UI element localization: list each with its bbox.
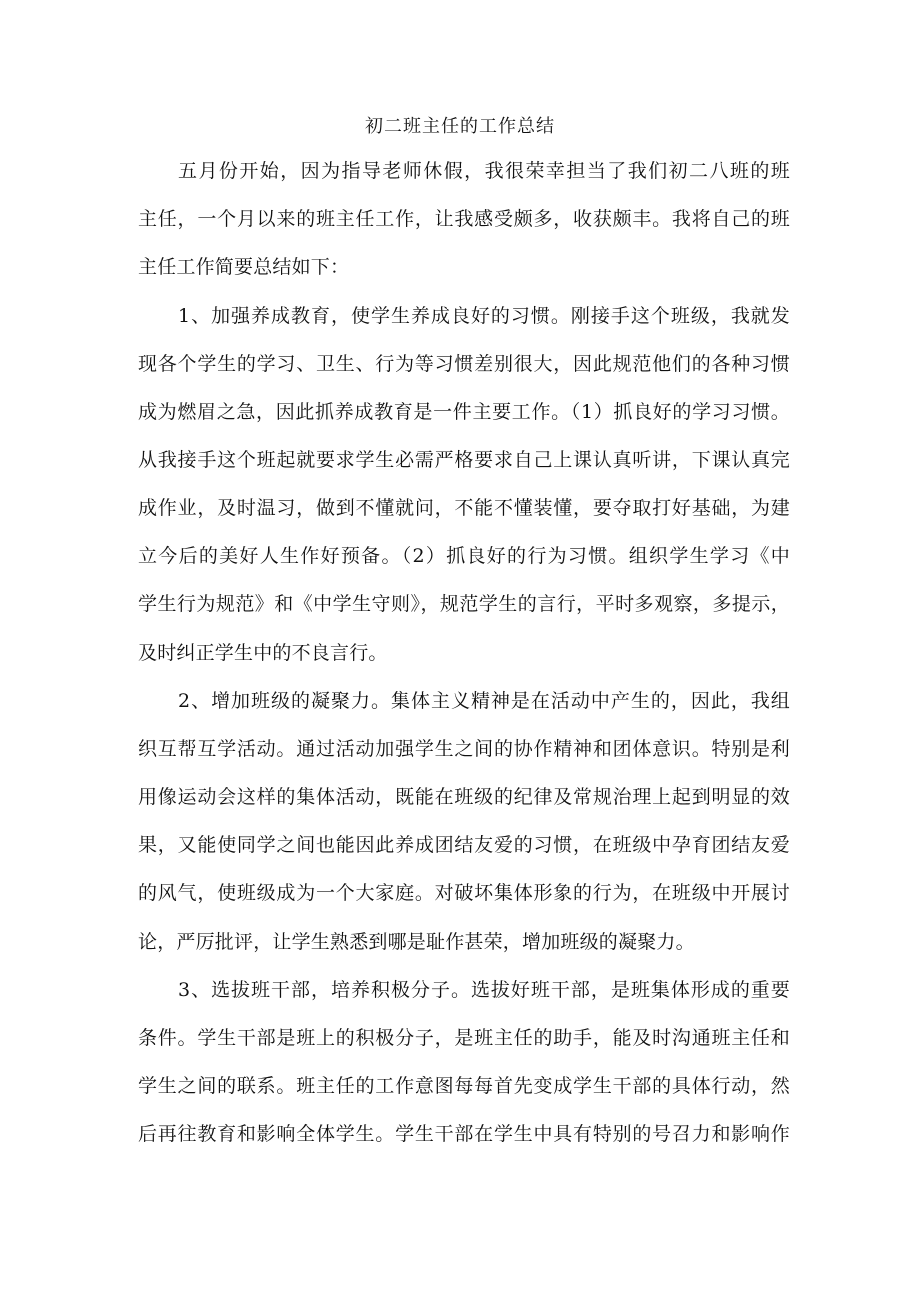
paragraph-line: 论，严厉批评，让学生熟悉到哪是耻作甚荣，增加班级的凝聚力。	[138, 931, 695, 953]
paragraph-line: 学生之间的联系。班主任的工作意图每每首先变成学生干部的具体行动，然	[138, 1075, 790, 1097]
paragraph-line: 现各个学生的学习、卫生、行为等习惯差别很大，因此规范他们的各种习惯	[138, 353, 790, 375]
document-title: 初二班主任的工作总结	[365, 116, 555, 137]
paragraph-line: 学生行为规范》和《中学生守则》，规范学生的言行，平时多观察，多提示，	[138, 593, 790, 615]
paragraph-line: 主任工作简要总结如下：	[138, 256, 350, 278]
paragraph-line: 主任，一个月以来的班主任工作，让我感受颇多，收获颇丰。我将自己的班	[138, 208, 790, 230]
paragraph-line: 2、增加班级的凝聚力。集体主义精神是在活动中产生的，因此，我组	[178, 690, 790, 712]
paragraph-line: 1、加强养成教育，使学生养成良好的习惯。刚接手这个班级，我就发	[178, 305, 790, 327]
paragraph-line: 用像运动会这样的集体活动，既能在班级的纪律及常规治理上起到明显的效	[138, 786, 790, 808]
paragraph-line: 成为燃眉之急，因此抓养成教育是一件主要工作。（1）抓良好的学习习惯。	[138, 401, 790, 423]
paragraph-line: 3、选拔班干部，培养积极分子。选拔好班干部，是班集体形成的重要	[178, 979, 790, 1001]
paragraph-line: 织互帮互学活动。通过活动加强学生之间的协作精神和团体意识。特别是利	[138, 738, 790, 760]
paragraph-line: 从我接手这个班起就要求学生必需严格要求自己上课认真听讲，下课认真完	[138, 449, 790, 471]
paragraph-line: 及时纠正学生中的不良言行。	[138, 642, 388, 664]
paragraph-line: 的风气，使班级成为一个大家庭。对破坏集体形象的行为，在班级中开展讨	[138, 882, 790, 904]
paragraph-line: 后再往教育和影响全体学生。学生干部在学生中具有特别的号召力和影响作	[138, 1123, 790, 1145]
paragraph-line: 立今后的美好人生作好预备。（2）抓良好的行为习惯。组织学生学习《中	[138, 545, 790, 567]
paragraph-line: 条件。学生干部是班上的积极分子，是班主任的助手，能及时沟通班主任和	[138, 1027, 790, 1049]
paragraph-line: 五月份开始，因为指导老师休假，我很荣幸担当了我们初二八班的班	[178, 160, 790, 182]
paragraph-line: 果，又能使同学之间也能因此养成团结友爱的习惯，在班级中孕育团结友爱	[138, 834, 790, 856]
paragraph-line: 成作业，及时温习，做到不懂就问，不能不懂装懂，要夺取打好基础，为建	[138, 497, 790, 519]
